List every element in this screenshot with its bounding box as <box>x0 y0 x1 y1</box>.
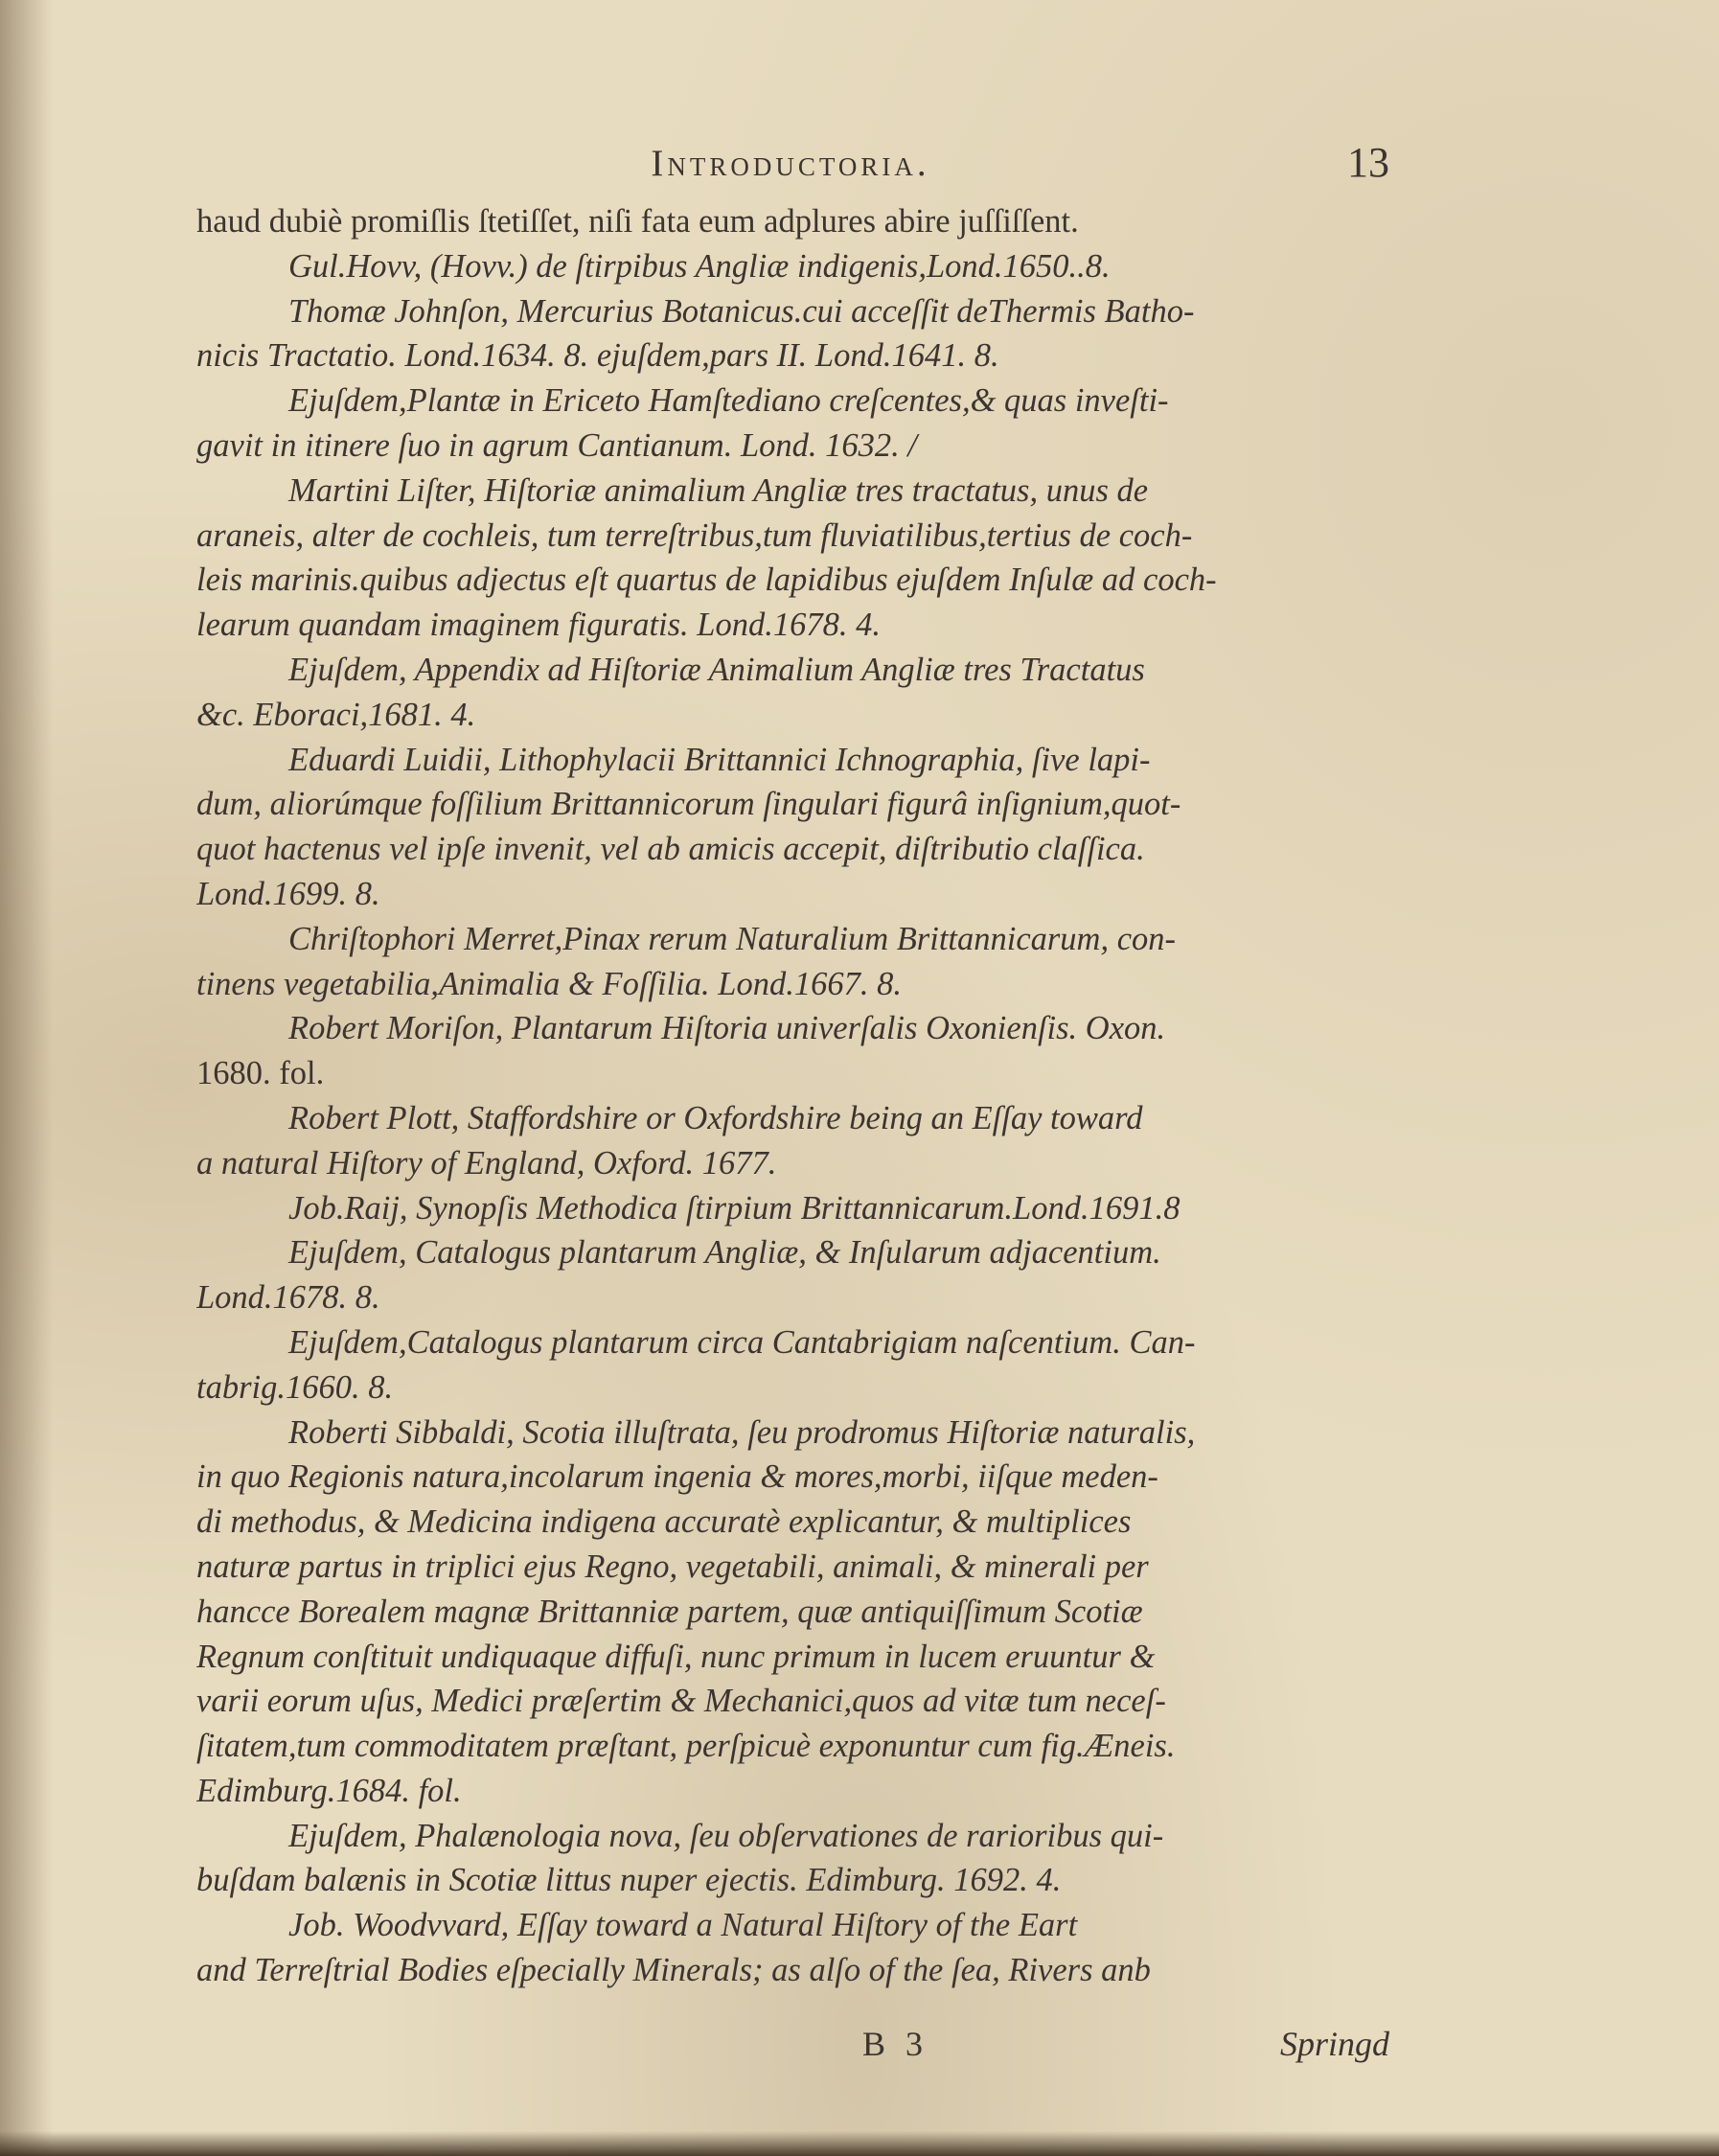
text-line: varii eorum uſus, Medici præſertim & Mechanici,quos ad vitæ tum neceſ- <box>196 1683 1166 1720</box>
text-line: araneis, alter de cochleis, tum terreſtribus,tum fluviatilibus,tertius de coch- <box>196 516 1193 554</box>
body-text <box>196 199 1387 1993</box>
text-line: 1680. fol. <box>196 1055 325 1092</box>
text-line: in quo Regionis natura,incolarum ingenia & mores,morbi, iiſque meden- <box>196 1458 1158 1496</box>
text-line: Regnum conſtituit undiquaque diffuſi, nunc primum in lucem eruuntur & <box>196 1638 1156 1675</box>
text-line: Eduardi Luidii, Lithophylacii Brittannici Ichnographia, ſive lapi- <box>288 741 1151 778</box>
text-line: Ejuſdem, Phalænologia nova, ſeu obſervationes de rarioribus qui- <box>288 1817 1164 1854</box>
text-line: tabrig.1660. 8. <box>196 1368 394 1406</box>
catchword: Springd <box>1279 2025 1389 2063</box>
text-line: and Terreſtrial Bodies eſpecially Minerals; as alſo of the ſea, Rivers anb <box>196 1952 1151 1989</box>
page-gutter-shadow <box>0 0 53 2156</box>
text-line: quot hactenus vel ipſe invenit, vel ab amicis accepit, diſtributio claſſica. <box>196 831 1145 868</box>
text-line: gavit in itinere ſuo in agrum Cantianum. Lond. 1632. / <box>196 426 917 464</box>
text-line: Thomæ Johnſon, Mercurius Botanicus.cui acceſſit deThermis Batho- <box>288 292 1195 330</box>
text-line: Robert Moriſon, Plantarum Hiſtoria univerſalis Oxonienſis. Oxon. <box>288 1010 1166 1047</box>
text-line: Lond.1699. 8. <box>196 875 380 912</box>
text-line: tinens vegetabilia,Animalia & Foſſilia. Lond.1667. 8. <box>196 965 902 1002</box>
page-bottom-edge <box>0 2131 1719 2156</box>
text-line: Job. Woodvvard, Eſſay toward a Natural Hiſtory of the Eart <box>288 1907 1078 1944</box>
text-line: buſdam balænis in Scotiæ littus nuper ejectis. Edimburg. 1692. 4. <box>196 1862 1062 1899</box>
page-header <box>192 134 1389 192</box>
page-number: 13 <box>1347 139 1389 186</box>
text-line: &c. Eboraci,1681. 4. <box>196 696 476 733</box>
text-line: Roberti Sibbaldi, Scotia illuſtrata, ſeu prodromus Hiſtoriæ naturalis, <box>288 1413 1196 1451</box>
text-line: Ejuſdem, Catalogus plantarum Angliæ, & Inſularum adjacentium. <box>288 1234 1161 1272</box>
page-footer <box>192 2024 1389 2072</box>
text-line: Robert Plott, Staffordshire or Oxfordshire being an Eſſay toward <box>288 1099 1143 1136</box>
text-line: dum, aliorúmque foſſilium Brittannicorum ſingulari figurâ inſignium,quot- <box>196 786 1181 823</box>
text-line: nicis Tractatio. Lond.1634. 8. ejuſdem,pars II. Lond.1641. 8. <box>196 337 999 375</box>
text-line: di methodus, & Medicina indigena accuratè explicantur, & multiplices <box>196 1503 1132 1541</box>
text-line: ſitatem,tum commoditatem præſtant, perſpicuè exponuntur cum fig.Æneis. <box>196 1728 1176 1765</box>
text-line: Chriſtophori Merret,Pinax rerum Naturalium Brittannicarum, con- <box>288 920 1177 957</box>
text-line: a natural Hiſtory of England, Oxford. 1677. <box>196 1144 777 1181</box>
text-line: Ejuſdem, Appendix ad Hiſtoriæ Animalium Angliæ tres Tractatus <box>288 651 1145 688</box>
text-line: Martini Liſter, Hiſtoriæ animalium Angliæ tres tractatus, unus de <box>288 471 1149 509</box>
text-line: Ejuſdem,Plantæ in Ericeto Hamſtediano creſcentes,& quas inveſti- <box>288 382 1169 420</box>
running-head: Introductoria. <box>651 143 930 184</box>
signature-mark: B 3 <box>862 2025 929 2063</box>
text-line: Ejuſdem,Catalogus plantarum circa Cantabrigiam naſcentium. Can- <box>288 1323 1196 1361</box>
text-line: leis marinis.quibus adjectus eſt quartus de lapidibus ejuſdem Inſulæ ad coch- <box>196 562 1217 599</box>
text-line: Edimburg.1684. fol. <box>196 1772 462 1809</box>
text-line: naturæ partus in triplici ejus Regno, vegetabili, animali, & minerali per <box>196 1548 1149 1585</box>
text-line: Lond.1678. 8. <box>196 1279 380 1317</box>
text-line: Job.Raij, Synopſis Methodica ſtirpium Brittannicarum.Lond.1691.8 <box>288 1189 1180 1227</box>
text-line: hancce Borealem magnæ Brittanniæ partem, quæ antiquiſſimum Scotiæ <box>196 1593 1143 1630</box>
text-line: haud dubiè promiſlis ſtetiſſet, niſi fata eum adplures abire juſſiſſent. <box>196 203 1079 240</box>
text-line: Gul.Hovv, (Hovv.) de ſtirpibus Angliæ indigenis,Lond.1650..8. <box>288 247 1111 285</box>
text-line: learum quandam imaginem figuratis. Lond.1678. 4. <box>196 607 881 644</box>
